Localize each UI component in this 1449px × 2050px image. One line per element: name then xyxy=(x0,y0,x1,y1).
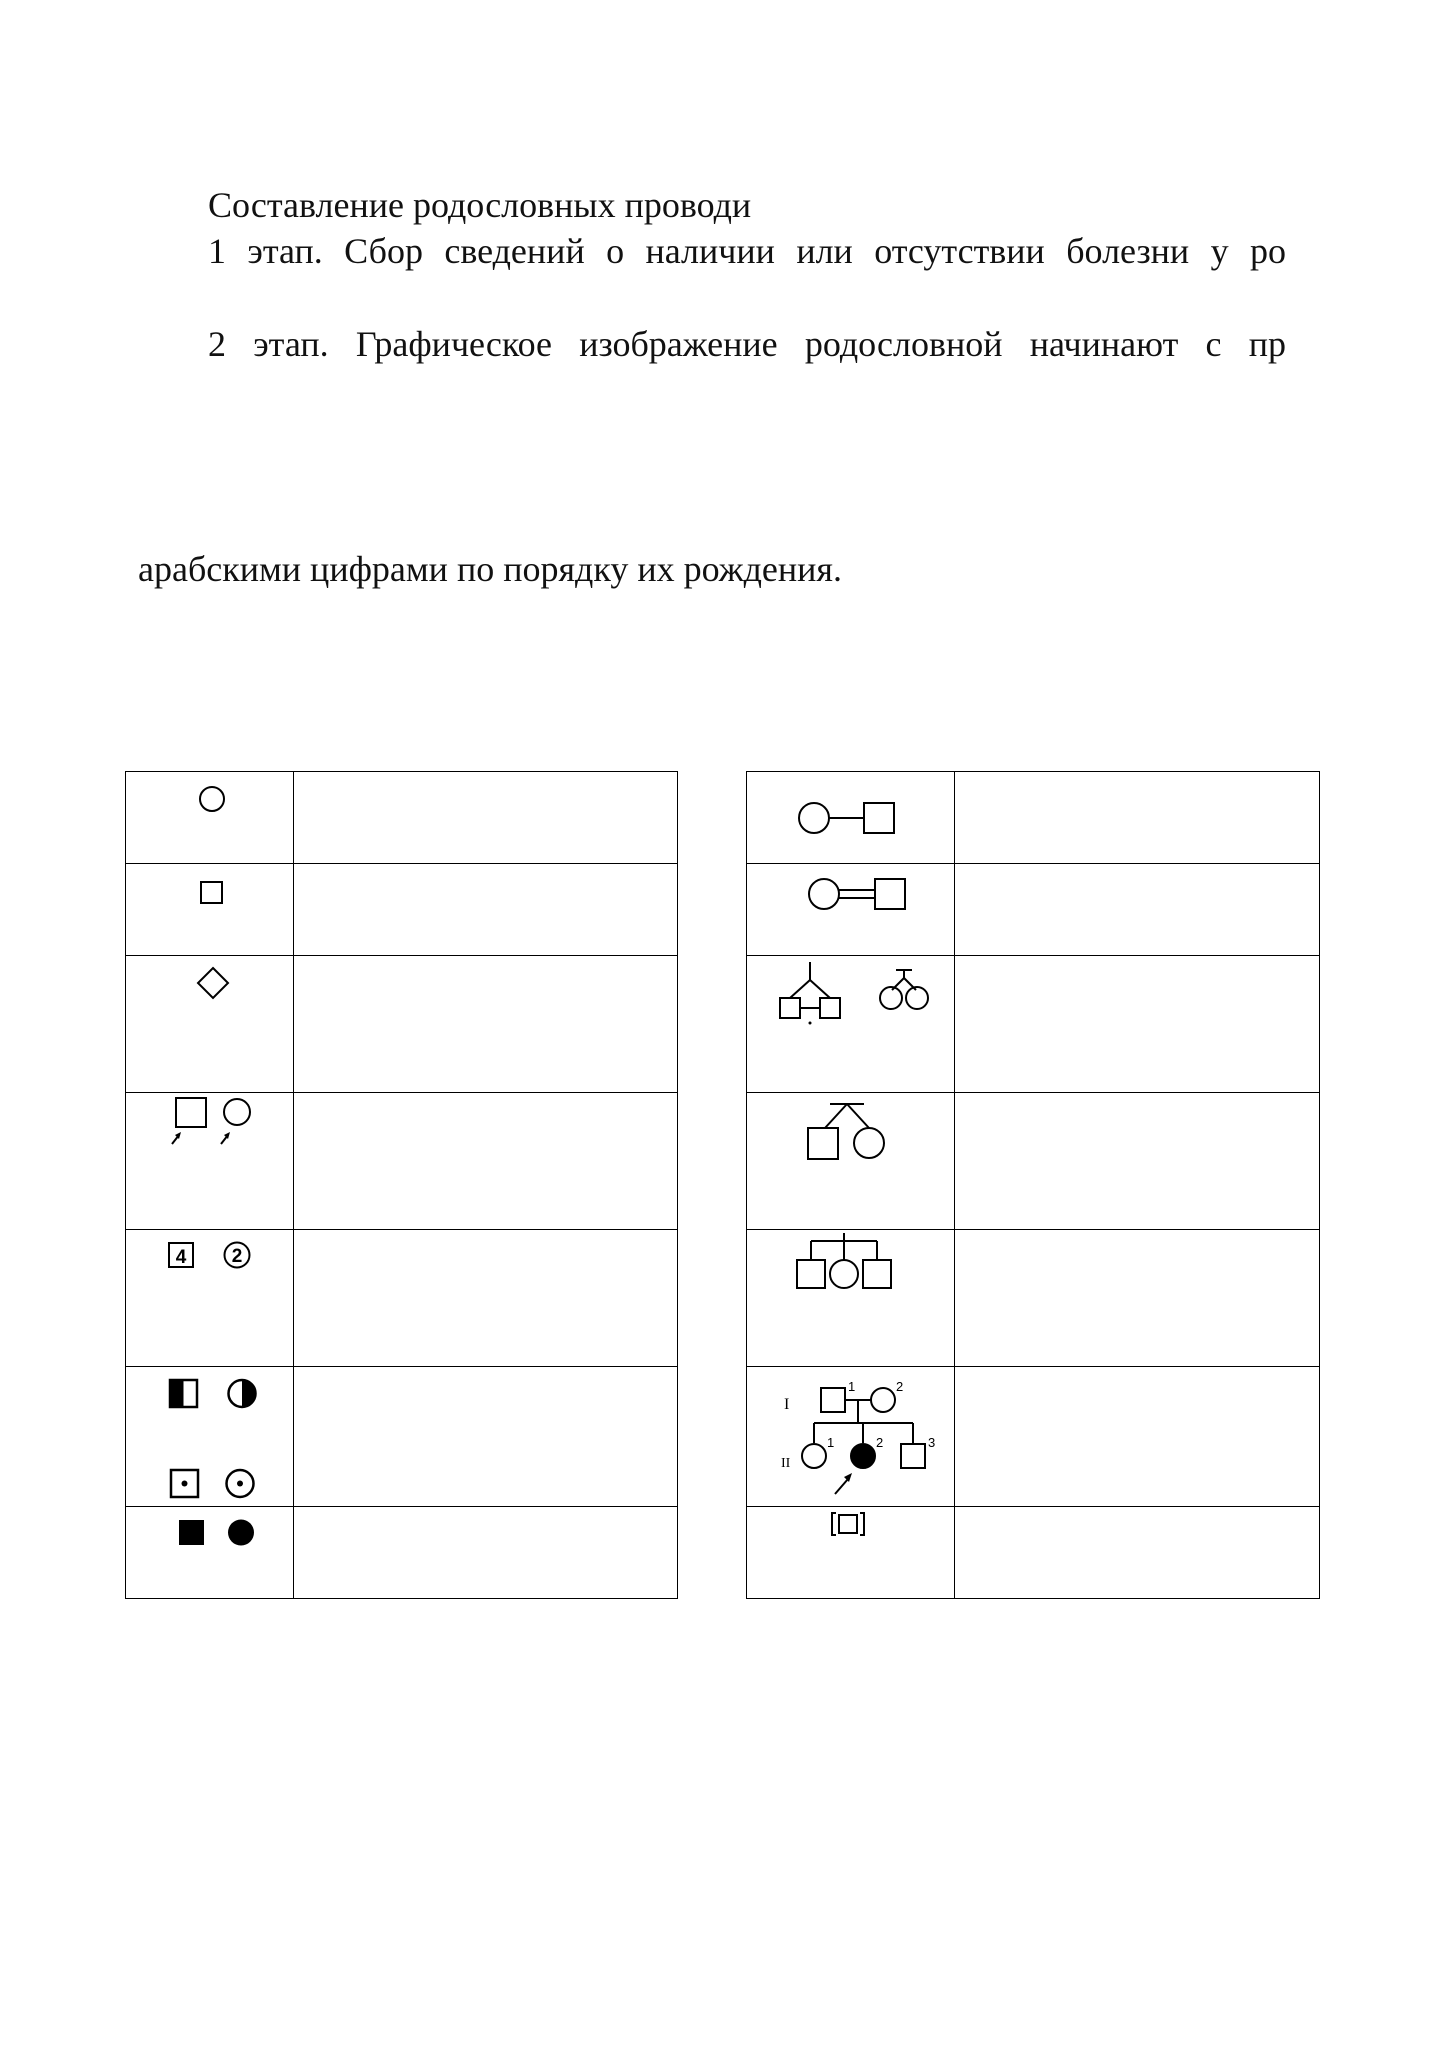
symbols-table-left xyxy=(125,771,678,1599)
description-cell xyxy=(955,864,1320,956)
symbol-cell xyxy=(126,1507,294,1599)
gen2-label-2: 2 xyxy=(876,1435,884,1450)
description-cell xyxy=(294,956,678,1093)
description-cell xyxy=(294,1507,678,1599)
description-cell xyxy=(294,864,678,956)
siblings-icon xyxy=(747,1230,955,1367)
square-male-icon xyxy=(126,864,294,956)
table-row xyxy=(747,1230,1320,1367)
symbol-cell xyxy=(747,1093,955,1230)
symbol-cell xyxy=(747,1230,955,1367)
symbol-cell xyxy=(126,1367,294,1507)
table-row xyxy=(747,772,1320,864)
gen2-label-1: 1 xyxy=(827,1435,835,1450)
adopted-individual-icon xyxy=(747,1507,955,1599)
table-row xyxy=(747,1507,1320,1599)
dizygotic-twins-icon xyxy=(747,1093,955,1230)
symbol-cell xyxy=(747,864,955,956)
description-cell xyxy=(955,772,1320,864)
intro-line-2: 1 этап. Сбор сведений о наличии или отсутствии болезни у ро xyxy=(208,231,1286,271)
pedigree-example-icon xyxy=(747,1367,955,1507)
numbered-individuals-icon xyxy=(126,1230,294,1367)
affected-individuals-icon xyxy=(126,1507,294,1599)
table-row xyxy=(747,1093,1320,1230)
table-row xyxy=(126,956,678,1093)
table-row xyxy=(747,864,1320,956)
circle-female-icon xyxy=(126,772,294,864)
female-number-label: 2 xyxy=(231,1246,243,1267)
consanguineous-marriage-icon xyxy=(747,864,955,956)
generation-2-label: II xyxy=(781,1456,791,1471)
proband-arrows-icon xyxy=(126,1093,294,1230)
symbol-cell xyxy=(126,772,294,864)
description-cell xyxy=(294,1093,678,1230)
generation-1-label: I xyxy=(784,1396,790,1413)
description-cell xyxy=(955,1230,1320,1367)
symbol-cell xyxy=(126,1230,294,1367)
table-row xyxy=(126,1093,678,1230)
diamond-unknown-sex-icon xyxy=(126,956,294,1093)
marriage-line-icon xyxy=(747,772,955,864)
table-row xyxy=(747,1367,1320,1507)
twins-icon xyxy=(747,956,955,1093)
table-row xyxy=(126,1230,678,1367)
description-cell xyxy=(955,1507,1320,1599)
symbol-cell xyxy=(747,1367,955,1507)
description-cell xyxy=(955,1367,1320,1507)
heterozygous-carriers-icon xyxy=(126,1367,294,1507)
symbol-cell xyxy=(747,1507,955,1599)
gen1-label-2: 2 xyxy=(896,1379,904,1394)
table-row xyxy=(126,1507,678,1599)
table-row xyxy=(747,956,1320,1093)
description-cell xyxy=(955,1093,1320,1230)
description-cell xyxy=(294,1230,678,1367)
table-row xyxy=(126,864,678,956)
symbol-cell xyxy=(747,772,955,864)
description-cell xyxy=(294,772,678,864)
symbols-table-right xyxy=(746,771,1320,1599)
intro-line-3: 2 этап. Графическое изображение родословной начинают с пр xyxy=(208,324,1286,364)
description-cell xyxy=(294,1367,678,1507)
symbol-cell xyxy=(747,956,955,1093)
table-row xyxy=(126,772,678,864)
male-number-label: 4 xyxy=(175,1247,187,1268)
gen2-label-3: 3 xyxy=(928,1435,936,1450)
symbol-cell xyxy=(126,956,294,1093)
symbol-cell xyxy=(126,864,294,956)
intro-line-4: арабскими цифрами по порядку их рождения. xyxy=(138,549,842,589)
table-row xyxy=(126,1367,678,1507)
intro-line-1: Составление родословных проводи xyxy=(208,185,752,225)
gen1-label-1: 1 xyxy=(848,1379,856,1394)
symbol-cell xyxy=(126,1093,294,1230)
description-cell xyxy=(955,956,1320,1093)
